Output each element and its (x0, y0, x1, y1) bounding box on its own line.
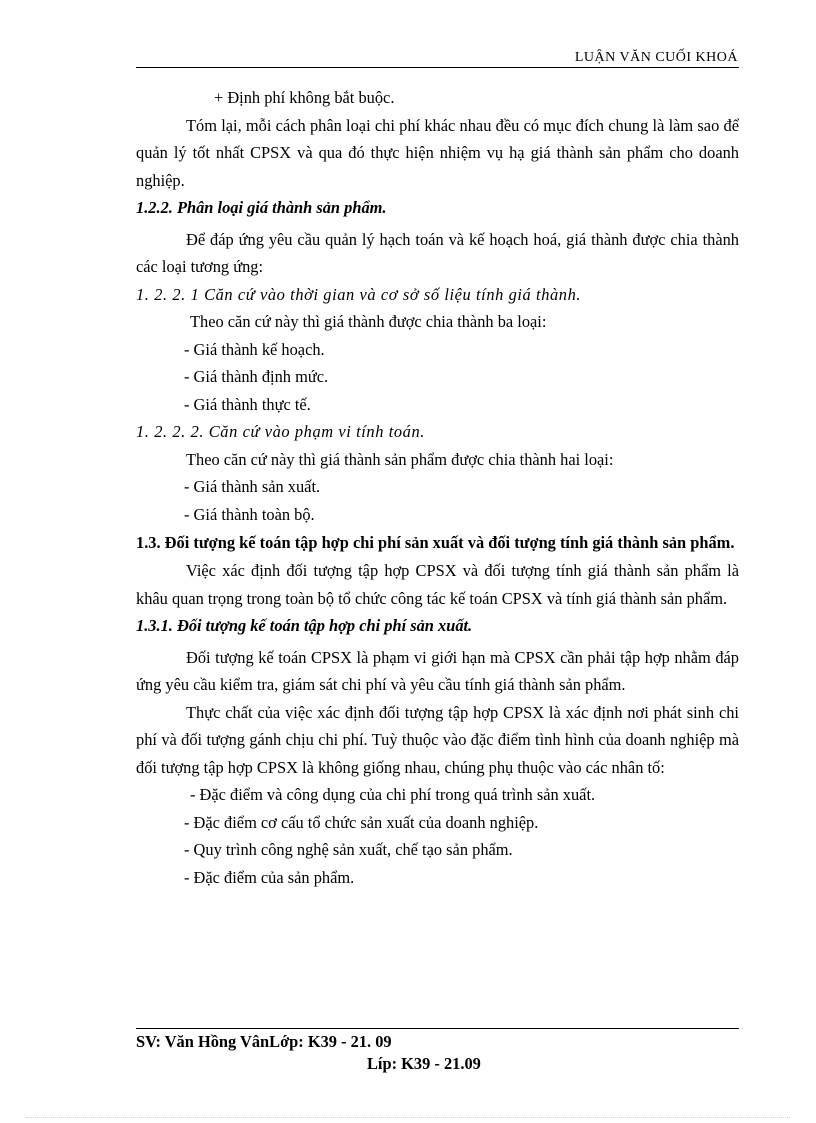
list-item: - Đặc điểm và công dụng của chi phí trong quá trình sản xuất. (190, 785, 596, 804)
list-item: - Giá thành toàn bộ. (184, 504, 315, 524)
paragraph: Thực chất của việc xác định đối tượng tập hợp CPSX là xác định nơi phát sinh chi phí và đối tượng gánh chịu chi phí. Tuỳ thuộc vào đặc điểm tình hình của doanh nghiệp mà đối tượng tập hợp CPSX là không giống nhau, chúng phụ thuộc vào các nhân tố: (136, 702, 739, 777)
footer-student-info: SV: Văn Hồng VânLớp: K39 - 21. 09 (136, 1032, 392, 1051)
subsection-heading: 1. 2. 2. 1 Căn cứ vào thời gian và cơ sở số liệu tính giá thành. (136, 284, 582, 304)
section-heading: 1.3. Đối tượng kế toán tập hợp chi phí sản xuất và đối tượng tính giá thành sản phẩm. (136, 533, 735, 552)
list-item: - Quy trình công nghệ sản xuất, chế tạo sản phẩm. (184, 840, 513, 859)
section-heading: 1.3.1. Đối tượng kế toán tập hợp chi phí sản xuất. (136, 616, 473, 635)
subsection-heading: 1. 2. 2. 2. Căn cứ vào phạm vi tính toán. (136, 422, 425, 441)
paragraph: Theo căn cứ này thì giá thành sản phẩm được chia thành hai loại: (186, 449, 614, 469)
list-item: - Giá thành sản xuất. (184, 477, 321, 496)
paragraph: + Định phí không bắt buộc. (214, 88, 395, 107)
paragraph: Tóm lại, mỗi cách phân loại chi phí khác nhau đều có mục đích chung là làm sao để quản lý tốt nhất CPSX và qua đó thực hiện nhiệm vụ hạ giá thành sản phẩm cho doanh nghiệp. (136, 115, 739, 190)
list-item: - Đặc điểm cơ cấu tổ chức sản xuất của doanh nghiệp. (184, 812, 539, 832)
list-item: - Giá thành thực tế. (184, 394, 311, 414)
paragraph: Việc xác định đối tượng tập hợp CPSX và đối tượng tính giá thành sản phẩm là khâu quan trọng trong toàn bộ tổ chức công tác kế toán CPSX và tính giá thành sản phẩm. (136, 561, 739, 608)
list-item: - Đặc điểm của sản phẩm. (184, 867, 355, 887)
page-bottom-border (26, 1117, 790, 1118)
header-title: LUẬN VĂN CUỐI KHOÁ (574, 50, 738, 65)
document-body (136, 84, 739, 891)
paragraph: Theo căn cứ này thì giá thành được chia thành ba loại: (190, 312, 547, 331)
footer-class-info: Líp: K39 - 21.09 (367, 1054, 481, 1073)
list-item: - Giá thành kế hoạch. (184, 339, 325, 359)
section-heading: 1.2.2. Phân loại giá thành sản phẩm. (136, 198, 387, 217)
paragraph: Để đáp ứng yêu cầu quản lý hạch toán và kế hoạch hoá, giá thành được chia thành các loại tương ứng: (136, 229, 739, 276)
paragraph: Đối tượng kế toán CPSX là phạm vi giới hạn mà CPSX cần phải tập hợp nhằm đáp ứng yêu cầu kiểm tra, giám sát chi phí và yêu cầu tính giá thành sản phẩm. (136, 647, 739, 694)
footer-rule (136, 1028, 739, 1029)
list-item: - Giá thành định mức. (184, 367, 329, 386)
header-rule (136, 67, 739, 68)
